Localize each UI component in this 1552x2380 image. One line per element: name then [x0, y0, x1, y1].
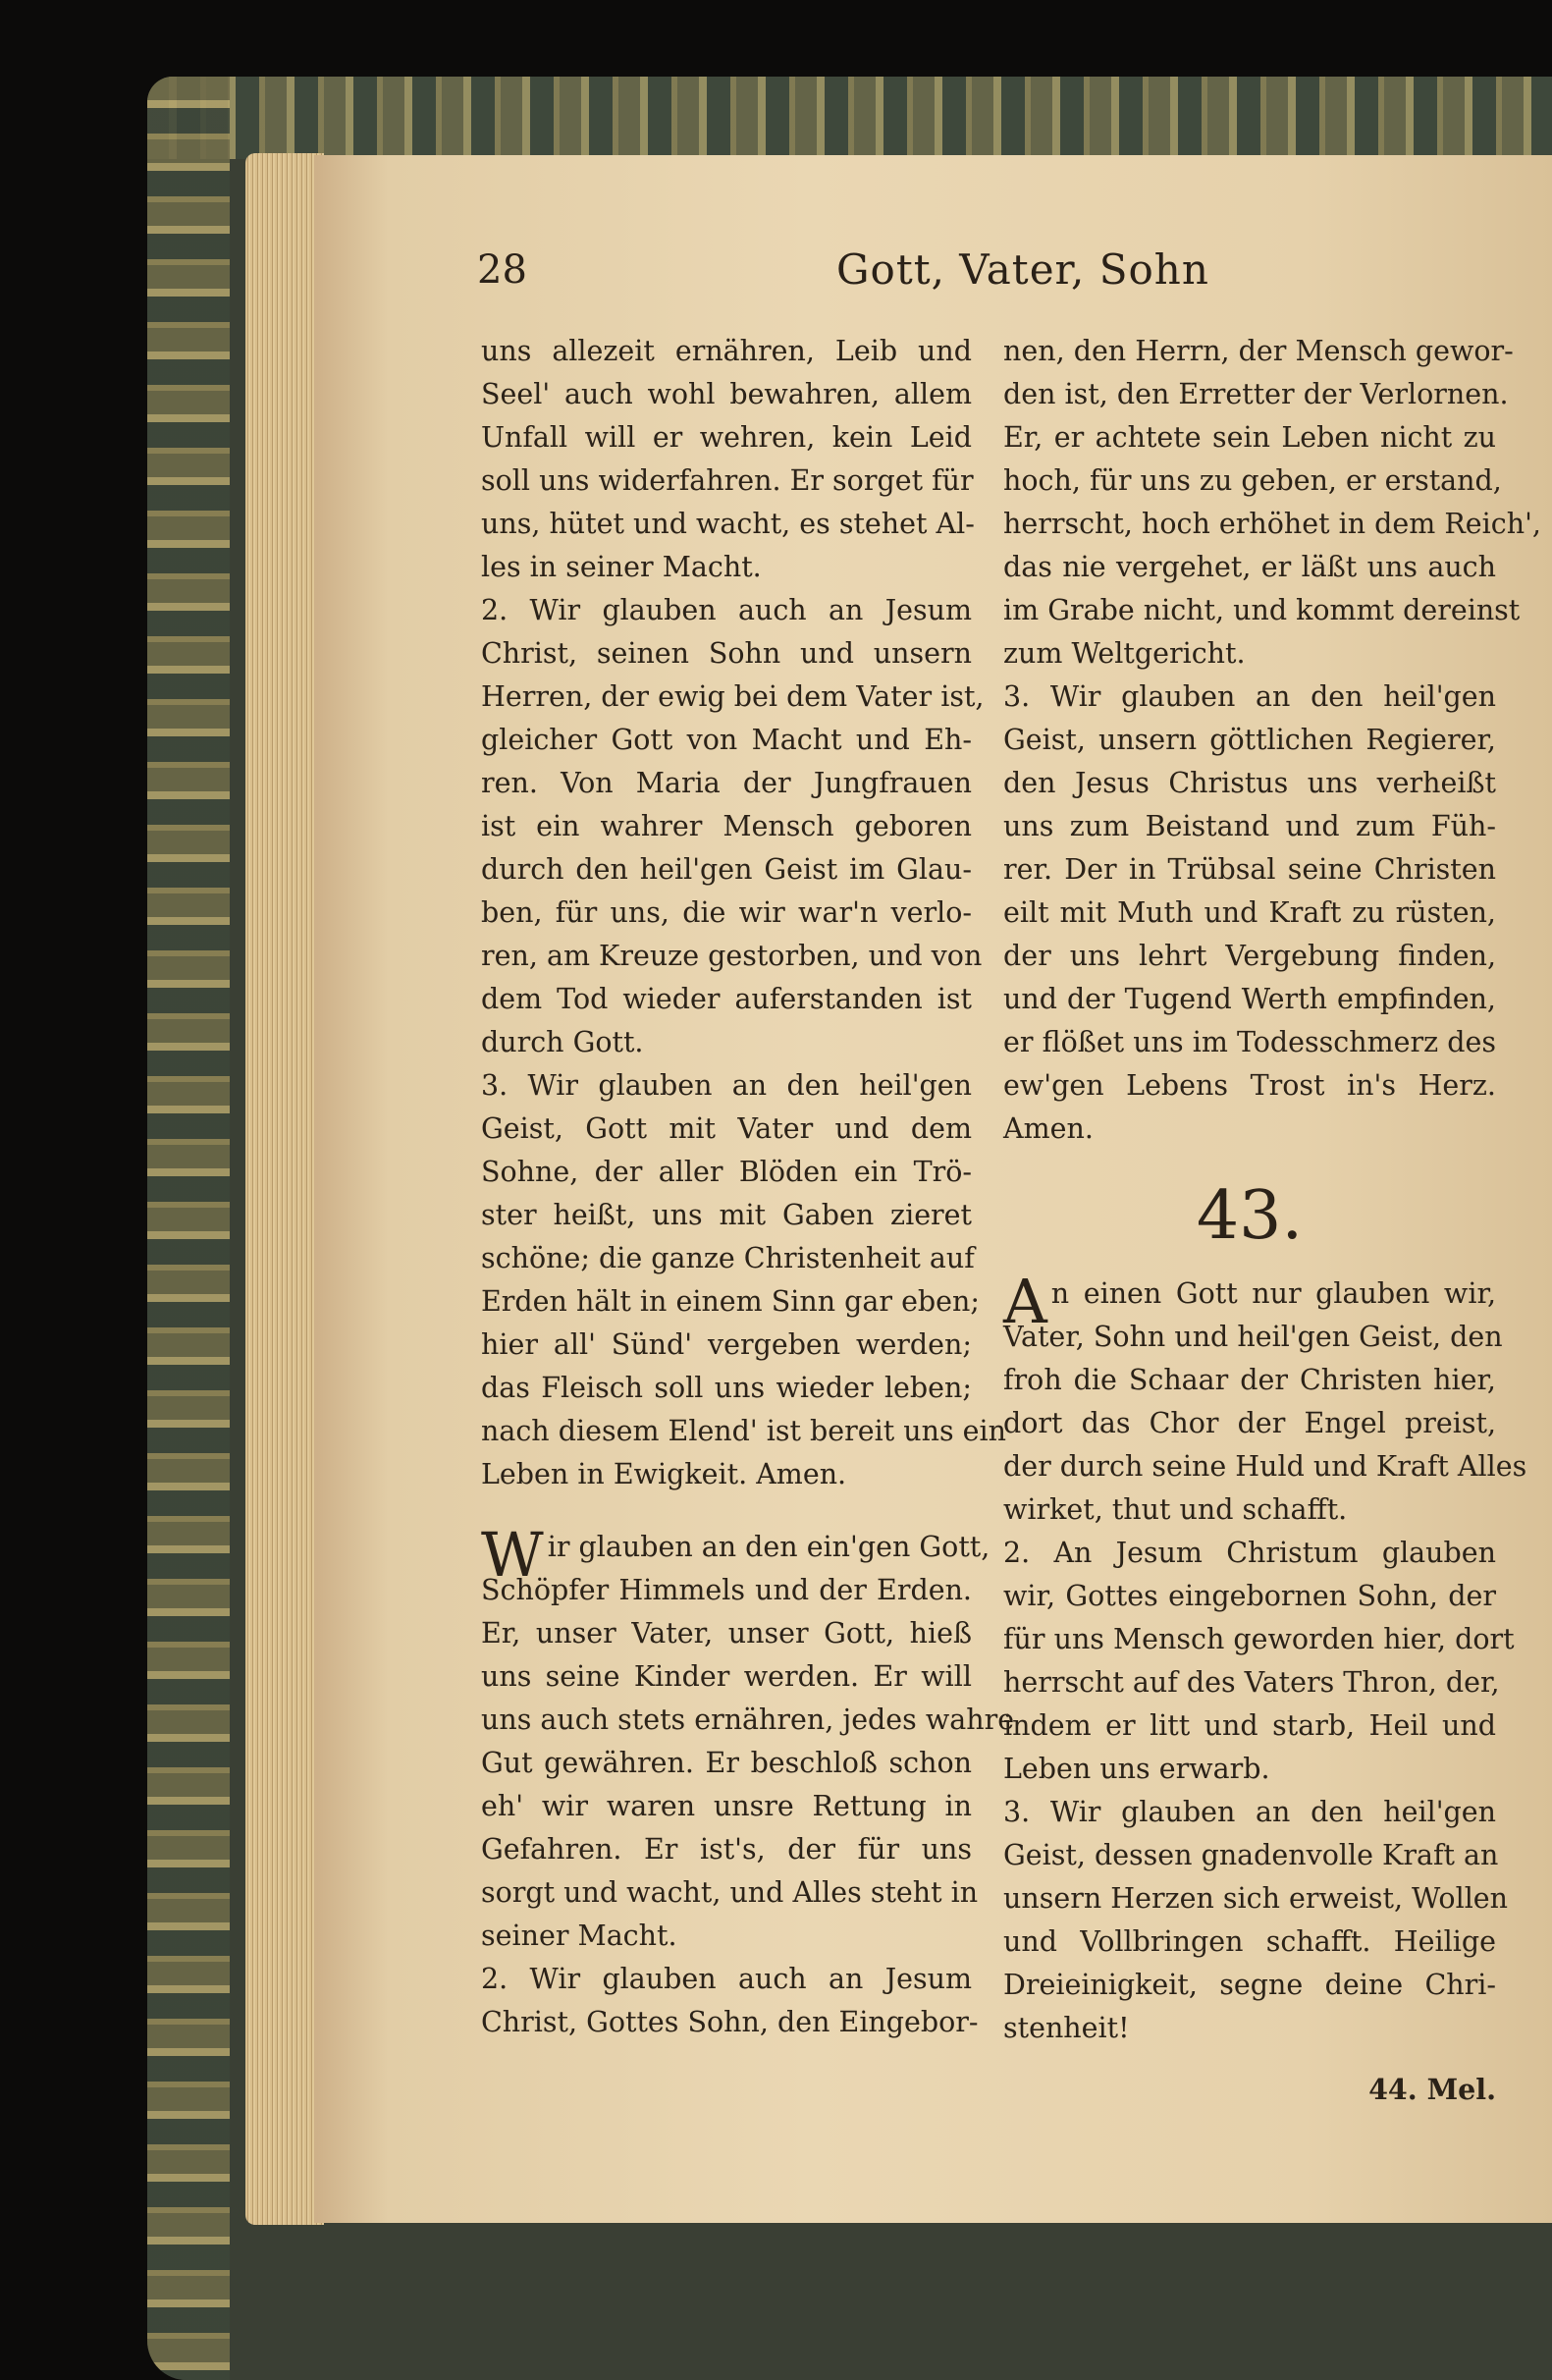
text-line: uns, hütet und wacht, es stehet Al- — [481, 508, 975, 540]
page-number: 28 — [477, 247, 527, 293]
right-text-block-1 — [1003, 330, 1541, 1151]
text-line: An einen Gott nur glauben wir, — [1003, 1266, 1496, 1337]
text-line: das nie vergehet, er läßt uns auch — [1003, 551, 1496, 583]
text-line: Gefahren. Er ist's, der für uns — [481, 1833, 972, 1866]
text-line: Seel' auch wohl bewahren, allem — [481, 378, 972, 410]
text-line: nen, den Herrn, der Mensch gewor- — [1003, 335, 1514, 367]
running-head: Gott, Vater, Sohn — [836, 245, 1209, 294]
text-line: unsern Herzen sich erweist, Wollen — [1003, 1882, 1509, 1915]
text-line: Sohne, der aller Blöden ein Trö- — [481, 1156, 972, 1188]
text-line: ben, für uns, die wir war'n verlo- — [481, 896, 972, 929]
text-line: uns zum Beistand und zum Füh- — [1003, 810, 1496, 842]
hymn-number: 43. — [1196, 1177, 1304, 1255]
text-line: seiner Macht. — [481, 1920, 677, 1952]
text-line: das Fleisch soll uns wieder leben; — [481, 1372, 972, 1404]
text-line: ren, am Kreuze gestorben, und von — [481, 940, 983, 972]
text-line: und der Tugend Werth empfinden, — [1003, 983, 1496, 1015]
text-line: Wir glauben an den ein'gen Gott, — [481, 1519, 990, 1591]
right-text-block-2 — [1003, 1266, 1527, 2050]
text-line: uns allezeit ernähren, Leib und — [481, 335, 972, 367]
text-line: Dreieinigkeit, segne deine Chri- — [1003, 1969, 1496, 2001]
right-column — [1003, 330, 1541, 2111]
text-line: 2. Wir glauben auch an Jesum — [481, 1963, 972, 1995]
text-line: wirket, thut und schafft. — [1003, 1493, 1348, 1526]
text-line: 3. Wir glauben an den heil'gen — [1003, 680, 1496, 713]
text-line: für uns Mensch geworden hier, dort — [1003, 1623, 1515, 1655]
text-line: Leben uns erwarb. — [1003, 1753, 1270, 1785]
text-line: Christ, Gottes Sohn, den Eingebor- — [481, 2006, 979, 2038]
text-line: er flößet uns im Todesschmerz des — [1003, 1026, 1496, 1058]
text-line: 2. Wir glauben auch an Jesum — [481, 594, 972, 626]
text-line: 2. An Jesum Christum glauben — [1003, 1537, 1496, 1569]
text-line: den ist, den Erretter der Verlornen. — [1003, 378, 1509, 410]
text-line: froh die Schaar der Christen hier, — [1003, 1364, 1496, 1396]
text-line: sorgt und wacht, und Alles steht in — [481, 1876, 979, 1909]
drop-initial: W — [481, 1519, 544, 1591]
text-line: dort das Chor der Engel preist, — [1003, 1407, 1496, 1439]
text-line: uns seine Kinder werden. Er will — [481, 1660, 972, 1693]
text-line: Amen. — [1003, 1112, 1094, 1145]
text-line: eh' wir waren unsre Rettung in — [481, 1790, 972, 1822]
text-line: uns auch stets ernähren, jedes wahre — [481, 1704, 1015, 1736]
text-line: Herren, der ewig bei dem Vater ist, — [481, 680, 985, 713]
cover-ornament-top — [147, 77, 1552, 159]
left-text-block-1 — [481, 330, 1007, 1496]
text-line: Christ, seinen Sohn und unsern — [481, 637, 972, 670]
text-line: Schöpfer Himmels und der Erden. — [481, 1574, 972, 1606]
text-line: und Vollbringen schafft. Heilige — [1003, 1925, 1496, 1958]
text-line: eilt mit Muth und Kraft zu rüsten, — [1003, 896, 1496, 929]
text-line: dem Tod wieder auferstanden ist — [481, 983, 972, 1015]
text-line: indem er litt und starb, Heil und — [1003, 1709, 1496, 1742]
text-line: Geist, unsern göttlichen Regierer, — [1003, 724, 1496, 756]
text-line: Geist, Gott mit Vater und dem — [481, 1112, 972, 1145]
text-line: herrscht, hoch erhöhet in dem Reich', — [1003, 508, 1541, 540]
text-line: les in seiner Macht. — [481, 551, 762, 583]
text-line: im Grabe nicht, und kommt dereinst — [1003, 594, 1521, 626]
cover-ornament-left — [147, 77, 230, 2380]
text-line: Gut gewähren. Er beschloß schon — [481, 1747, 972, 1779]
text-line: Leben in Ewigkeit. Amen. — [481, 1458, 847, 1490]
text-line: 3. Wir glauben an den heil'gen — [481, 1069, 972, 1102]
text-line: Vater, Sohn und heil'gen Geist, den — [1003, 1321, 1503, 1353]
text-line: ist ein wahrer Mensch geboren — [481, 810, 972, 842]
text-line: 3. Wir glauben an den heil'gen — [1003, 1796, 1496, 1828]
text-line: den Jesus Christus uns verheißt — [1003, 767, 1496, 799]
text-line: Er, unser Vater, unser Gott, hieß — [481, 1617, 972, 1650]
text-line: gleicher Gott von Macht und Eh- — [481, 724, 972, 756]
text-line: stenheit! — [1003, 2012, 1130, 2044]
text-line: herrscht auf des Vaters Thron, der, — [1003, 1666, 1500, 1699]
text-line: rer. Der in Trübsal seine Christen — [1003, 853, 1496, 886]
left-column — [481, 330, 1015, 2044]
text-line: ren. Von Maria der Jungfrauen — [481, 767, 972, 799]
catchword: 44. Mel. — [1368, 2073, 1496, 2106]
text-line: Er, er achtete sein Leben nicht zu — [1003, 421, 1496, 454]
text-line: nach diesem Elend' ist bereit uns ein — [481, 1415, 1007, 1447]
text-line: ster heißt, uns mit Gaben zieret — [481, 1199, 972, 1231]
text-line: zum Weltgericht. — [1003, 637, 1246, 670]
text-line: schöne; die ganze Christenheit auf — [481, 1242, 975, 1274]
text-line: der uns lehrt Vergebung finden, — [1003, 940, 1496, 972]
text-line: durch Gott. — [481, 1026, 644, 1058]
text-line: wir, Gottes eingebornen Sohn, der — [1003, 1580, 1496, 1612]
left-text-block-2 — [481, 1519, 1015, 2044]
text-line: durch den heil'gen Geist im Glau- — [481, 853, 972, 886]
text-line: hier all' Sünd' vergeben werden; — [481, 1328, 972, 1361]
text-line: Unfall will er wehren, kein Leid — [481, 421, 972, 454]
text-line: der durch seine Huld und Kraft Alles — [1003, 1450, 1527, 1483]
text-line: ew'gen Lebens Trost in's Herz. — [1003, 1069, 1496, 1102]
drop-initial: A — [1003, 1266, 1047, 1337]
text-line: soll uns widerfahren. Er sorget für — [481, 464, 974, 497]
page-edges — [245, 153, 324, 2225]
text-line: hoch, für uns zu geben, er erstand, — [1003, 464, 1502, 497]
text-line: Erden hält in einem Sinn gar eben; — [481, 1285, 981, 1318]
text-line: Geist, dessen gnadenvolle Kraft an — [1003, 1839, 1499, 1871]
